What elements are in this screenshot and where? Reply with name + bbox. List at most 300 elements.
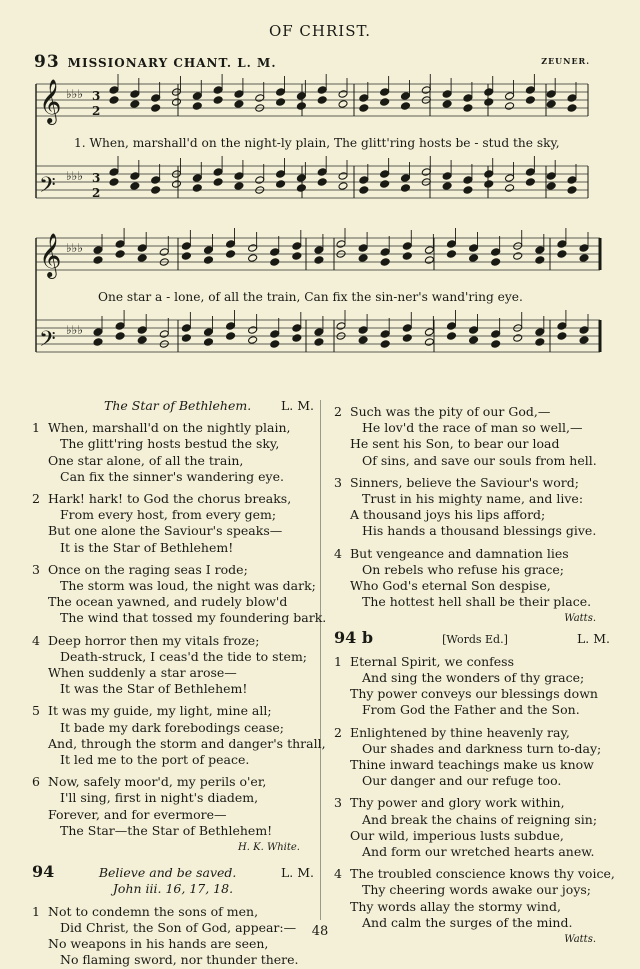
stanza-text: The Star—the Star of Bethlehem! <box>60 822 273 838</box>
stanza-text: The hottest hell shall be their place. <box>362 594 592 610</box>
stanza-line <box>334 773 610 789</box>
stanza-line <box>32 952 314 968</box>
stanza-text: Such was the pity of our God,— <box>350 404 551 419</box>
notehead <box>109 178 119 187</box>
notehead <box>442 172 452 181</box>
stanza-text: Not to condemn the sons of men, <box>48 903 259 919</box>
notehead <box>276 98 286 107</box>
notehead <box>181 334 191 343</box>
stanza-text: Once on the raging seas I rode; <box>48 561 248 577</box>
notehead <box>484 180 494 189</box>
hymn-94-scripture: John iii. 16, 17, 18. <box>112 881 234 897</box>
notehead <box>317 96 327 105</box>
notehead <box>192 174 202 183</box>
notehead <box>270 248 280 257</box>
music-score <box>0 70 640 370</box>
stanza-text: Our wild, imperious lusts subdue, <box>350 827 564 843</box>
notehead <box>358 254 368 263</box>
notehead <box>109 86 119 95</box>
stanza <box>32 491 314 556</box>
stanza <box>334 475 610 540</box>
stanza-line <box>334 844 610 860</box>
notehead <box>137 336 147 345</box>
stanza <box>334 654 610 719</box>
hymn-94b-author: Watts. <box>564 934 596 946</box>
notehead <box>505 184 515 193</box>
notehead <box>181 252 191 261</box>
notehead <box>446 250 456 259</box>
column-divider <box>320 400 321 920</box>
stanza-line <box>32 752 314 768</box>
hymn-94-stanzas-right <box>334 404 610 610</box>
notehead <box>535 256 545 265</box>
hymn-93-meter: L. M. <box>280 398 314 413</box>
stanza-line <box>32 633 314 649</box>
notehead <box>579 336 589 345</box>
stanza-text: And calm the surges of the mind. <box>362 914 573 930</box>
key-signature-icon: ♭♭♭ <box>66 323 83 337</box>
notehead <box>159 330 169 339</box>
stanza-text: Our danger and our refuge too. <box>362 773 562 789</box>
stanza-line <box>334 795 610 811</box>
notehead <box>380 330 390 339</box>
notehead <box>424 256 434 265</box>
stanza-text: His hands a thousand blessings give. <box>362 523 597 539</box>
stanza-text: Sinners, believe the Saviour's word; <box>350 474 579 490</box>
stanza-line <box>32 649 314 665</box>
stanza <box>32 561 327 627</box>
notehead <box>130 172 140 181</box>
notehead <box>226 250 236 259</box>
stanza-text: But one alone the Saviour's speaks— <box>48 523 283 539</box>
notehead <box>338 182 348 191</box>
stanza-line <box>334 562 610 578</box>
notehead <box>192 92 202 101</box>
stanza-number: 5 <box>32 703 40 719</box>
notehead <box>484 170 494 179</box>
notehead <box>248 336 258 345</box>
time-signature-icon: 2 <box>92 186 101 200</box>
hymn-94-meter: L. M. <box>280 865 314 881</box>
notehead <box>314 338 324 347</box>
notehead <box>446 240 456 249</box>
notehead <box>513 252 523 261</box>
stanza-line <box>334 882 610 898</box>
stanza-line <box>334 654 610 670</box>
tune-title <box>34 52 590 72</box>
stanza-text: Hark! hark! to God the chorus breaks, <box>48 491 292 507</box>
stanza-text: Our shades and darkness turn to-day; <box>362 740 602 756</box>
stanza-line <box>334 866 615 882</box>
stanza-text: Thy power and glory work within, <box>350 795 565 811</box>
notehead <box>579 326 589 335</box>
notehead <box>93 256 103 265</box>
stanza-text: From God the Father and the Son. <box>362 702 580 718</box>
notehead <box>400 92 410 101</box>
notehead <box>567 186 577 195</box>
notehead <box>525 168 535 177</box>
notehead <box>137 254 147 263</box>
stanza-line <box>334 812 610 828</box>
notehead <box>296 184 306 193</box>
treble-clef-icon: 𝄞 <box>39 233 62 277</box>
notehead <box>505 92 515 101</box>
stanza-text: No weapons in his hands are seen, <box>48 936 269 952</box>
stanza-line <box>334 475 610 491</box>
stanza-text: Thy cheering words awake our joys; <box>362 882 592 898</box>
stanza-line <box>32 774 314 790</box>
notehead <box>525 86 535 95</box>
hymn-93-title: The Star of Bethlehem. <box>104 398 252 413</box>
stanza-text: It bade my dark forebodings cease; <box>60 719 284 735</box>
stanza-text: Trust in his mighty name, and live: <box>362 491 584 507</box>
notehead <box>567 104 577 113</box>
notehead <box>255 176 265 185</box>
stanza <box>334 725 610 790</box>
stanza <box>334 546 610 611</box>
notehead <box>359 186 369 195</box>
stanza-line <box>334 702 610 718</box>
notehead <box>463 94 473 103</box>
notehead <box>296 102 306 111</box>
hymn-93-head <box>32 398 314 414</box>
notehead <box>317 178 327 187</box>
notehead <box>255 94 265 103</box>
notehead <box>491 330 501 339</box>
notehead <box>400 174 410 183</box>
stanza-line <box>32 491 314 507</box>
stanza-line <box>334 546 610 562</box>
notehead <box>336 322 346 331</box>
stanza-text: Eternal Spirit, we confess <box>350 653 515 669</box>
hymn-93-stanzas <box>32 420 327 839</box>
stanza-text: A thousand joys his lips afford; <box>350 507 546 523</box>
notehead <box>317 86 327 95</box>
notehead <box>192 102 202 111</box>
stanza-line <box>334 741 610 757</box>
notehead <box>358 326 368 335</box>
notehead <box>292 324 302 333</box>
stanza <box>32 633 314 698</box>
stanza-number: 3 <box>32 561 40 577</box>
notehead <box>292 252 302 261</box>
notehead <box>469 326 479 335</box>
stanza-line <box>32 540 314 556</box>
notehead <box>115 240 125 249</box>
stanza-line <box>334 828 610 844</box>
stanza-line <box>32 578 314 594</box>
stanza-text: The wind that tossed my foundering bark. <box>60 610 327 626</box>
stanza-line <box>32 665 314 681</box>
stanza-line <box>334 436 610 452</box>
notehead <box>314 328 324 337</box>
stanza-line <box>334 594 610 610</box>
notehead <box>546 90 556 99</box>
stanza-text: Of sins, and save our souls from hell. <box>362 452 597 468</box>
stanza-text: One star alone, of all the train, <box>48 452 244 468</box>
stanza-text: Can fix the sinner's wandering eye. <box>60 468 284 484</box>
stanza-line <box>32 807 314 823</box>
notehead <box>213 96 223 105</box>
running-head: OF CHRIST. <box>268 22 372 40</box>
treble-clef-icon: 𝄞 <box>39 79 62 123</box>
notehead <box>546 100 556 109</box>
page-number: 48 <box>311 924 329 939</box>
notehead <box>491 258 501 267</box>
notehead <box>234 90 244 99</box>
stanza-line <box>32 790 314 806</box>
notehead <box>380 258 390 267</box>
notehead <box>557 240 567 249</box>
notehead <box>314 256 324 265</box>
stanza <box>334 795 610 860</box>
stanza-line <box>32 507 314 523</box>
stanza-text: Did Christ, the Son of God, appear:— <box>60 919 297 935</box>
notehead <box>137 244 147 253</box>
notehead <box>130 100 140 109</box>
stanza-text: It is the Star of Bethlehem! <box>60 539 234 555</box>
notehead <box>424 328 434 337</box>
notehead <box>567 176 577 185</box>
notehead <box>276 170 286 179</box>
notehead <box>115 250 125 259</box>
stanza-text: Deep horror then my vitals froze; <box>48 632 260 648</box>
notehead <box>513 334 523 343</box>
stanza-line <box>32 594 314 610</box>
notehead <box>463 186 473 195</box>
tune-name: MISSIONARY CHANT. L. M. <box>67 56 277 70</box>
notehead <box>213 168 223 177</box>
bass-clef-icon: 𝄢 <box>39 327 56 357</box>
notehead <box>203 246 213 255</box>
stanza-line <box>32 562 314 578</box>
notehead <box>151 94 161 103</box>
notehead <box>151 186 161 195</box>
notehead <box>317 168 327 177</box>
notehead <box>446 322 456 331</box>
stanza <box>32 774 314 839</box>
notehead <box>270 258 280 267</box>
notehead <box>400 102 410 111</box>
stanza-line <box>334 507 610 523</box>
time-signature-icon: 3 <box>92 89 101 103</box>
notehead <box>234 100 244 109</box>
stanza-text: The glitt'ring hosts bestud the sky, <box>60 436 280 452</box>
notehead <box>151 104 161 113</box>
notehead <box>226 240 236 249</box>
notehead <box>484 88 494 97</box>
notehead <box>137 326 147 335</box>
notehead <box>400 184 410 193</box>
stanza-text: No flaming sword, nor thunder there. <box>60 952 299 968</box>
notehead <box>546 172 556 181</box>
notehead <box>292 334 302 343</box>
notehead <box>115 322 125 331</box>
notehead <box>248 244 258 253</box>
stanza <box>32 703 326 768</box>
stanza-text: When suddenly a star arose— <box>48 665 237 681</box>
notehead <box>296 174 306 183</box>
notehead <box>234 172 244 181</box>
tune-number: 93 <box>34 52 60 72</box>
notehead <box>469 336 479 345</box>
stanza-number: 2 <box>32 491 40 507</box>
stanza <box>32 420 314 485</box>
stanza-text: It was the Star of Bethlehem! <box>60 681 248 697</box>
stanza-text: The troubled conscience knows thy voice, <box>350 866 615 882</box>
hymn-94-title: Believe and be saved. <box>98 865 237 881</box>
notehead <box>248 254 258 263</box>
notehead <box>424 246 434 255</box>
composer: ZEUNER. <box>541 56 590 66</box>
stanza-number: 6 <box>32 774 40 790</box>
time-signature-icon: 2 <box>92 104 101 118</box>
stanza-line <box>334 491 610 507</box>
stanza-number: 2 <box>334 724 342 740</box>
stanza-number: 4 <box>334 866 342 882</box>
notehead <box>292 242 302 251</box>
notehead <box>171 180 181 189</box>
hymn-94b-title: [Words Ed.] <box>442 632 508 646</box>
key-signature-icon: ♭♭♭ <box>66 169 83 183</box>
stanza-line <box>334 578 610 594</box>
stanza-line <box>334 453 610 469</box>
notehead <box>535 246 545 255</box>
notehead <box>130 182 140 191</box>
notehead <box>380 248 390 257</box>
notehead <box>338 100 348 109</box>
notehead <box>358 336 368 345</box>
stanza-line <box>32 610 327 626</box>
stanza-text: But vengeance and damnation lies <box>350 545 569 561</box>
hymn-94-number: 94 <box>32 862 55 882</box>
stanza-text: When, marshall'd on the nightly plain, <box>48 420 291 436</box>
notehead <box>181 242 191 251</box>
stanza-text: Enlightened by thine heavenly ray, <box>350 724 570 740</box>
notehead <box>380 180 390 189</box>
stanza-number: 4 <box>334 545 342 561</box>
notehead <box>115 332 125 341</box>
notehead <box>463 104 473 113</box>
hymn-94-head <box>32 864 314 881</box>
stanza-number: 3 <box>334 795 342 811</box>
stanza-text: The ocean yawned, and rudely blow'd <box>48 594 288 610</box>
stanza-line <box>334 757 610 773</box>
stanza-line <box>334 725 610 741</box>
notehead <box>203 328 213 337</box>
notehead <box>525 178 535 187</box>
notehead <box>226 332 236 341</box>
stanza-line <box>32 703 314 719</box>
hymn-94b-meter: L. M. <box>576 630 610 646</box>
stanza-text: Now, safely moor'd, my perils o'er, <box>48 774 267 790</box>
notehead <box>442 100 452 109</box>
stanza-text: He lov'd the race of man so well,— <box>362 420 583 436</box>
notehead <box>402 324 412 333</box>
stanza-text: It led me to the port of peace. <box>60 752 250 768</box>
notehead <box>579 244 589 253</box>
stanza-text: Thy words allay the stormy wind, <box>350 898 561 914</box>
notehead <box>402 242 412 251</box>
stanza-line <box>334 670 610 686</box>
stanza-line <box>334 686 610 702</box>
stanza-number: 1 <box>334 653 342 669</box>
hymn-93-author: H. K. White. <box>238 842 300 854</box>
stanza-line <box>334 899 610 915</box>
notehead <box>567 94 577 103</box>
notehead <box>535 338 545 347</box>
notehead <box>442 90 452 99</box>
notehead <box>213 178 223 187</box>
notehead <box>226 322 236 331</box>
key-signature-icon: ♭♭♭ <box>66 241 83 255</box>
key-signature-icon: ♭♭♭ <box>66 87 83 101</box>
notehead <box>93 246 103 255</box>
stanza-line <box>334 523 610 539</box>
hymn-94b-number: 94 b <box>334 627 374 647</box>
stanza-text: I'll sing, first in night's diadem, <box>60 790 259 806</box>
notehead <box>336 240 346 249</box>
stanza-text: Who God's eternal Son despise, <box>350 578 551 594</box>
notehead <box>359 176 369 185</box>
hymn-94-author: Watts. <box>564 613 596 625</box>
notehead <box>270 340 280 349</box>
notehead <box>192 184 202 193</box>
stanza-line <box>32 823 314 839</box>
stanza-number: 1 <box>32 420 40 436</box>
stanza <box>334 866 615 931</box>
stanza-number: 2 <box>334 404 342 419</box>
notehead <box>491 248 501 257</box>
stanza-line <box>32 720 314 736</box>
notehead <box>359 104 369 113</box>
lyric-line-2: One star a - lone, of all the train, Can fix the sin-ner's wand'ring eye. <box>98 290 523 304</box>
stanza-line <box>32 453 314 469</box>
notehead <box>484 98 494 107</box>
notehead <box>358 244 368 253</box>
notehead <box>380 98 390 107</box>
notehead <box>463 176 473 185</box>
notehead <box>93 338 103 347</box>
notehead <box>181 324 191 333</box>
notehead <box>270 330 280 339</box>
stanza-text: The storm was loud, the night was dark; <box>60 578 316 594</box>
notehead <box>248 326 258 335</box>
stanza-line <box>334 404 610 420</box>
stanza-line <box>32 904 314 920</box>
stanza-line <box>32 681 314 697</box>
notehead <box>505 174 515 183</box>
notehead <box>234 182 244 191</box>
stanza-text: He sent his Son, to bear our load <box>350 436 560 452</box>
right-column <box>334 398 615 948</box>
notehead <box>296 92 306 101</box>
notehead <box>535 328 545 337</box>
time-signature-icon: 3 <box>92 171 101 185</box>
notehead <box>491 340 501 349</box>
stanza-number: 1 <box>32 903 40 919</box>
stanza-text: And form our wretched hearts anew. <box>362 844 595 860</box>
stanza-text: Thy power conveys our blessings down <box>350 686 598 702</box>
stanza-text: Death-struck, I ceas'd the tide to stem; <box>60 648 308 664</box>
stanza-text: And sing the wonders of thy grace; <box>362 670 585 686</box>
notehead <box>442 182 452 191</box>
stanza-line <box>32 735 326 752</box>
hymn-94b-head <box>334 627 610 648</box>
stanza-line <box>32 523 314 539</box>
notehead <box>557 322 567 331</box>
notehead <box>424 338 434 347</box>
